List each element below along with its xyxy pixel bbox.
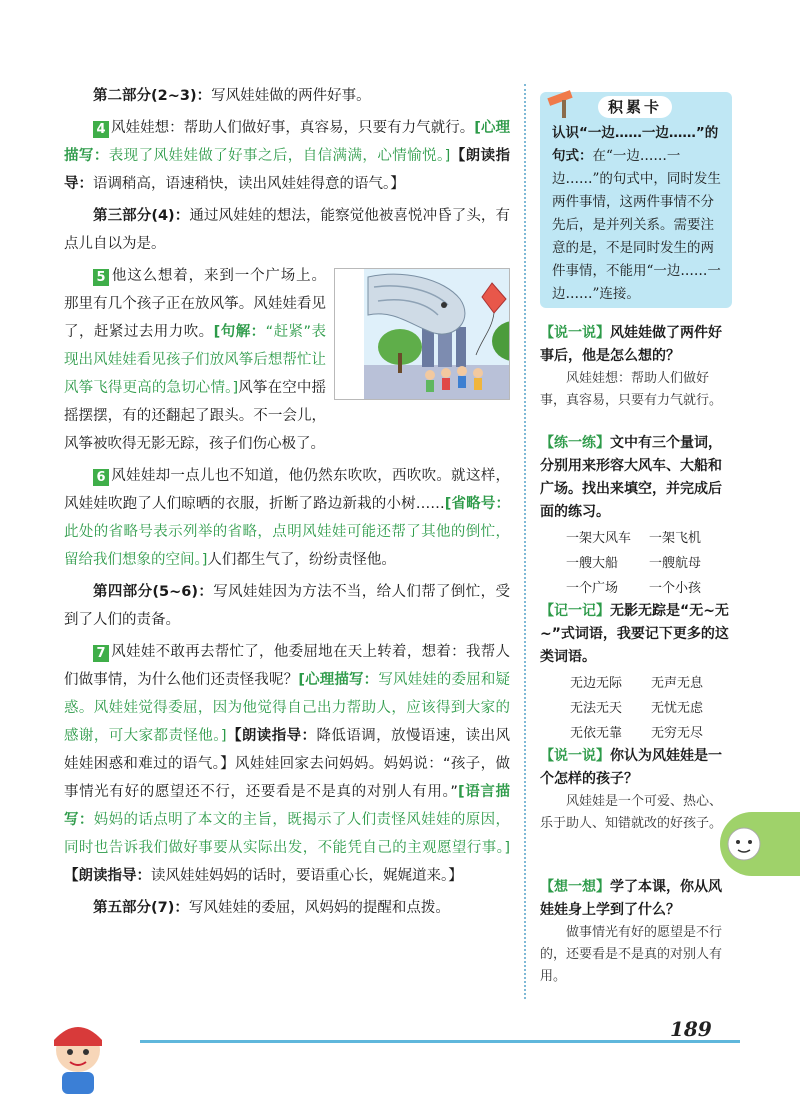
part4-summary: 第四部分(5~6)：写风娃娃因为方法不当，给人们帮了倒忙，受到了人们的责备。 bbox=[64, 584, 510, 628]
card-title: 积累卡 bbox=[598, 96, 672, 118]
side-tab bbox=[720, 812, 800, 876]
footer-line bbox=[140, 1040, 740, 1043]
paragraph-number: 5 bbox=[93, 269, 109, 286]
paragraph-7: 7 风娃娃不敢再去帮忙了，他委屈地在天上转着，想着：我帮人们做事情，为什么他们还责怪我呢？[心理描写：写风娃娃的委屈和疑惑。风娃娃觉得委屈，因为他觉得自己出力帮助人，应该得到大家的感谢，可大家都责怪他。]【朗读指导：降低语调，放慢语速，读出风娃娃困惑和难过的语气。】风娃娃回家去问妈妈。妈妈说：“孩子，做事情光有好的愿望还不行，还要看是不是真的对别人有用。”[语言描写：妈妈的话点明了本文的主旨，既揭示了人们责怪风娃娃的原因，同时也告诉我们做好事要从实际出发，不能凭自己的主观愿望行事。]【朗读指导：读风娃娃妈妈的话时，要语重心长，娓娓道来。】 bbox=[64, 644, 511, 884]
paragraph-number: 6 bbox=[93, 469, 109, 486]
accumulation-card bbox=[540, 92, 732, 308]
part3-summary: 第三部分(4)：通过风娃娃的想法，能察觉他被喜悦冲昏了头，有点儿自以为是。 bbox=[64, 208, 511, 252]
paragraph-5: 5 他这么想着，来到一个广场上。那里有几个孩子正在放风筝。风娃娃看见了，赶紧过去用力吹。[句解：“赶紧”表现出风娃娃看见孩子们放风筝后想帮忙让风筝飞得更高的急切心情。]风筝在空中摇摇摆摆，有的还翻起了跟头。不一会儿，风筝被吹得无影无踪，孩子们伤心极了。 bbox=[64, 262, 510, 458]
paragraph-number: 7 bbox=[93, 645, 109, 662]
card-text: 认识“一边……一边……”的句式：在“一边……一边……”的句式中，同时发生两件事情，这两件事情不分先后，是并列关系。需要注意的是，不是同时发生的两件事情，不能用“一边……一边……”连接。 bbox=[552, 125, 721, 302]
illustration-svg bbox=[364, 269, 510, 399]
paragraph-4: 4 风娃娃想：帮助人们做好事，真容易，只要有力气就行。[心理描写：表现了风娃娃做了好事之后，自信满满，心情愉悦。]【朗读指导：语调稍高，语速稍快，读出风娃娃得意的语气。】 bbox=[64, 120, 511, 192]
pencil-icon bbox=[542, 82, 582, 122]
side-question-2: 【练一练】文中有三个量词，分别用来形容大风车、大船和广场。找出来填空，并完成后面的练习。 一架大风车 一架飞机 一艘大船 一艘航母 一个广场 一个小孩 bbox=[540, 432, 732, 601]
column-divider bbox=[524, 84, 526, 999]
side-question-3: 【记一记】无影无踪是“无~无~”式词语，我要记下更多的这类词语。 无边无际 无声无息 无法无天 无忧无虑 无依无靠 无穷无尽 bbox=[540, 600, 732, 746]
part5-summary: 第五部分(7)：写风娃娃的委屈，风妈妈的提醒和点拨。 bbox=[93, 900, 450, 916]
sheep-icon bbox=[724, 824, 764, 864]
measure-word-list: 一架大风车 一架飞机 一艘大船 一艘航母 一个广场 一个小孩 bbox=[566, 531, 702, 596]
paragraph-number: 4 bbox=[93, 121, 109, 138]
wind-kite-illustration bbox=[334, 268, 510, 400]
mascot-icon bbox=[40, 1010, 120, 1100]
word-list: 无边无际 无声无息 无法无天 无忧无虑 无依无靠 无穷无尽 bbox=[570, 676, 704, 741]
side-question-5: 【想一想】学了本课，你从风娃娃身上学到了什么？ 做事情光有好的愿望是不行的，还要看是不是真的对别人有用。 bbox=[540, 879, 723, 984]
page-number: 189 bbox=[670, 1017, 712, 1041]
paragraph-6: 6 风娃娃却一点儿也不知道，他仍然东吹吹，西吹吹。就这样，风娃娃吹跑了人们晾晒的衣服，折断了路边新栽的小树……[省略号：此处的省略号表示列举的省略，点明风娃娃可能还帮了其他的倒忙，留给我们想象的空间。]人们都生气了，纷纷责怪他。 bbox=[64, 468, 510, 568]
main-text bbox=[64, 82, 510, 926]
side-question-4: 【说一说】你认为风娃娃是一个怎样的孩子？ 风娃娃是一个可爱、热心、乐于助人、知错就改的好孩子。 bbox=[540, 748, 723, 831]
part2-summary: 第二部分(2~3)：写风娃娃做的两件好事。 bbox=[93, 88, 371, 104]
side-question-1: 【说一说】风娃娃做了两件好事后，他是怎么想的？ 风娃娃想：帮助人们做好事，真容易，只要有力气就行。 bbox=[540, 325, 723, 408]
